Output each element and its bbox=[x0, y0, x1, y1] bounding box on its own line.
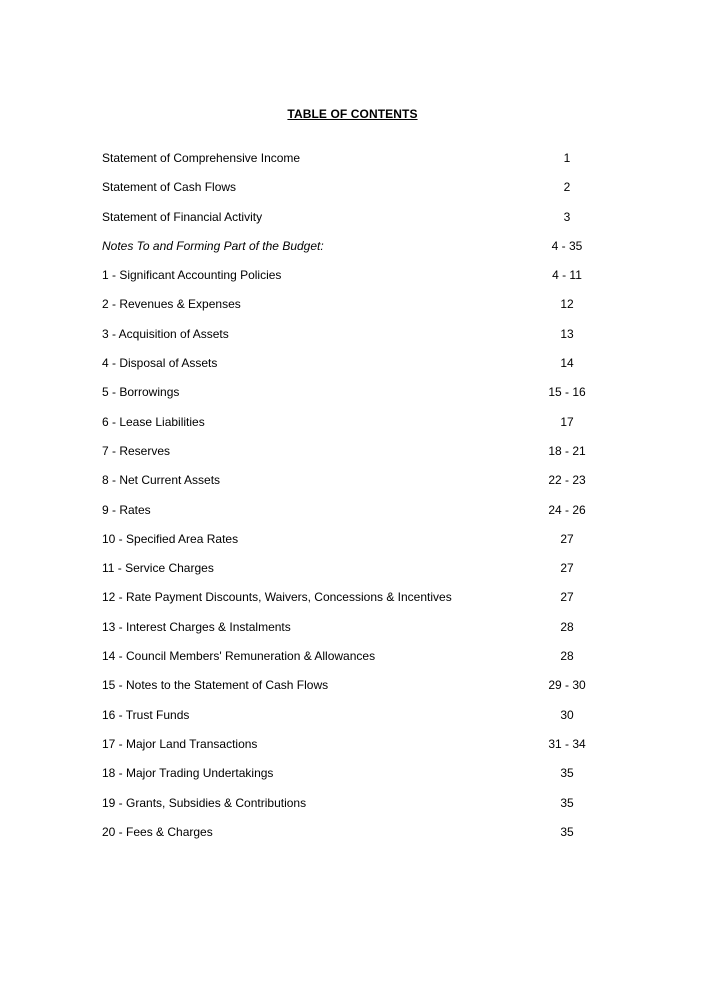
toc-entry-label: Statement of Financial Activity bbox=[102, 209, 263, 224]
toc-section-heading bbox=[102, 239, 602, 268]
toc-entry-page: 4 - 11 bbox=[552, 268, 582, 283]
toc-entry bbox=[102, 649, 602, 678]
toc-entry-label: 17 - Major Land Transactions bbox=[102, 736, 258, 751]
toc-entry-label: 6 - Lease Liabilities bbox=[102, 414, 205, 429]
toc-entry-page: 28 bbox=[560, 619, 574, 634]
toc-entry-label: 13 - Interest Charges & Instalments bbox=[102, 619, 291, 634]
toc-entry-page: 35 bbox=[560, 795, 574, 810]
toc-entry-page: 4 - 35 bbox=[551, 238, 583, 253]
toc-entry bbox=[102, 532, 602, 561]
toc-entry bbox=[102, 297, 602, 326]
toc-entry bbox=[102, 180, 602, 209]
toc-entry-label: 19 - Grants, Subsidies & Contributions bbox=[102, 795, 307, 810]
toc-entry-page: 2 bbox=[563, 180, 571, 195]
toc-entry-label: Notes To and Forming Part of the Budget: bbox=[102, 238, 324, 253]
toc-entry-page: 1 bbox=[563, 151, 571, 165]
toc-entry-label: 20 - Fees & Charges bbox=[102, 824, 213, 839]
toc-entry-page: 15 - 16 bbox=[548, 385, 586, 400]
toc-entry-label: 9 - Rates bbox=[102, 502, 151, 517]
toc-entry bbox=[102, 503, 602, 532]
toc-entry bbox=[102, 327, 602, 356]
toc-entry bbox=[102, 151, 602, 180]
toc-entry-page: 14 bbox=[560, 356, 574, 371]
toc-entry bbox=[102, 415, 602, 444]
toc-entry-page: 17 bbox=[560, 414, 574, 429]
toc-entry-label: 11 - Service Charges bbox=[102, 561, 214, 576]
toc-entry-label: 18 - Major Trading Undertakings bbox=[102, 766, 274, 781]
toc-entry-label: 2 - Revenues & Expenses bbox=[102, 297, 241, 312]
toc-entry bbox=[102, 590, 602, 619]
toc-entry-page: 27 bbox=[560, 531, 574, 546]
toc-entry-label: 7 - Reserves bbox=[102, 443, 171, 458]
toc-entry bbox=[102, 561, 602, 590]
toc-entry-page: 24 - 26 bbox=[548, 502, 586, 517]
toc-entry bbox=[102, 737, 602, 766]
toc-entry bbox=[102, 796, 602, 825]
toc-entry-label: 5 - Borrowings bbox=[102, 385, 180, 400]
toc-entry-page: 31 - 34 bbox=[548, 736, 586, 751]
toc-entry-label: 4 - Disposal of Assets bbox=[102, 356, 218, 371]
toc-entry-label: 1 - Significant Accounting Policies bbox=[102, 268, 282, 283]
toc-entry-page: 22 - 23 bbox=[548, 473, 586, 488]
toc-entry bbox=[102, 210, 602, 239]
toc-entry bbox=[102, 268, 602, 297]
toc-entry-label: 12 - Rate Payment Discounts, Waivers, Concessions & Incentives bbox=[102, 590, 452, 605]
toc-entry bbox=[102, 678, 602, 707]
toc-entry-page: 35 bbox=[560, 824, 574, 839]
toc-entry bbox=[102, 825, 602, 854]
toc-entry-label: 3 - Acquisition of Assets bbox=[102, 326, 229, 341]
toc-entry bbox=[102, 473, 602, 502]
toc-entry-label: 15 - Notes to the Statement of Cash Flows bbox=[102, 678, 329, 693]
toc-entry-page: 12 bbox=[560, 297, 574, 312]
toc-entry bbox=[102, 385, 602, 414]
toc-entry-page: 18 - 21 bbox=[548, 443, 586, 458]
toc-entry bbox=[102, 766, 602, 795]
toc-entry-page: 28 bbox=[560, 649, 574, 664]
toc-entry-label: Statement of Cash Flows bbox=[102, 180, 237, 195]
toc-entry-page: 27 bbox=[560, 561, 574, 576]
toc-entry bbox=[102, 444, 602, 473]
page-title: TABLE OF CONTENTS bbox=[287, 107, 418, 121]
toc-entry-label: 10 - Specified Area Rates bbox=[102, 531, 239, 546]
toc-entry-label: 16 - Trust Funds bbox=[102, 707, 190, 722]
toc-entry-page: 27 bbox=[560, 590, 574, 605]
toc-entry-label: 14 - Council Members' Remuneration & Allowances bbox=[102, 649, 376, 664]
table-of-contents bbox=[102, 151, 602, 854]
toc-entry-page: 35 bbox=[560, 766, 574, 781]
toc-entry-page: 30 bbox=[560, 707, 574, 722]
toc-entry-page: 3 bbox=[563, 209, 571, 224]
toc-entry-label: 8 - Net Current Assets bbox=[102, 473, 221, 488]
toc-entry bbox=[102, 620, 602, 649]
toc-entry bbox=[102, 708, 602, 737]
toc-entry-page: 29 - 30 bbox=[548, 678, 586, 693]
toc-entry-page: 13 bbox=[560, 326, 574, 341]
toc-entry-label: Statement of Comprehensive Income bbox=[102, 151, 301, 165]
toc-entry bbox=[102, 356, 602, 385]
